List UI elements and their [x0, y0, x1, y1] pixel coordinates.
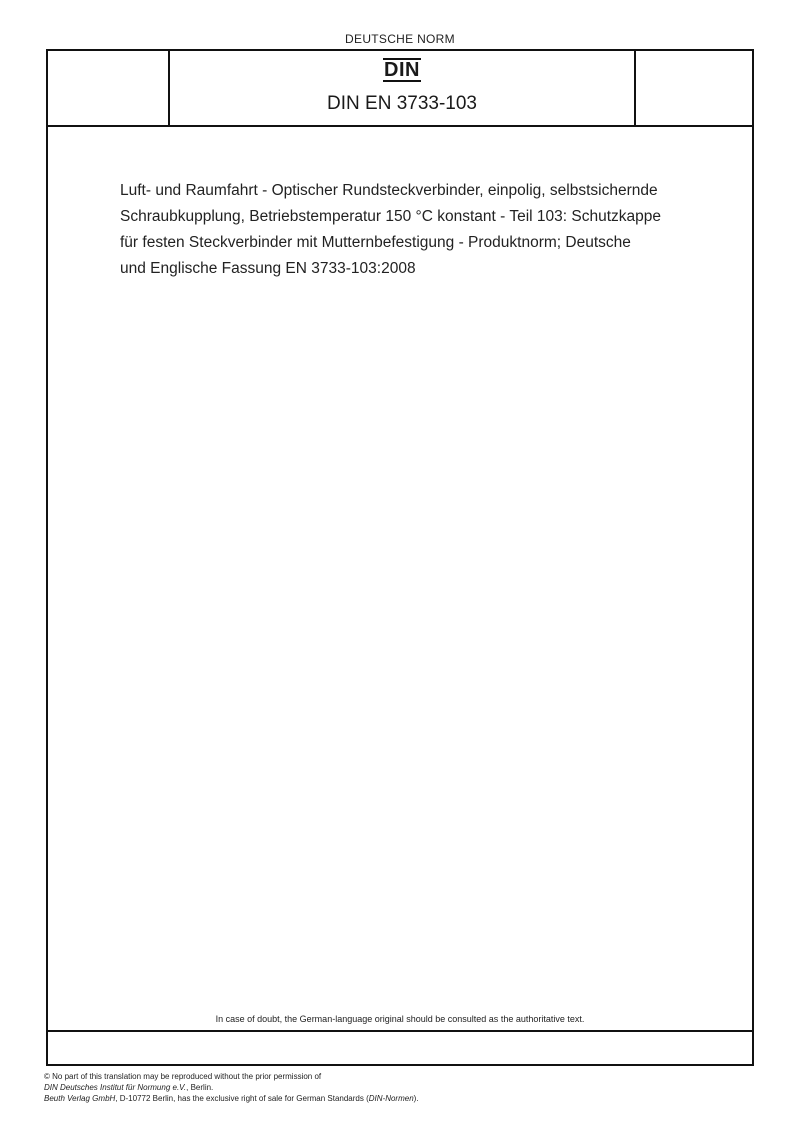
copyright-line-3 [44, 1093, 764, 1104]
document-type-label: DEUTSCHE NORM [345, 32, 455, 46]
copyright-line-1: © No part of this translation may be reproduced without the prior permission of [44, 1072, 322, 1081]
copyright-line-2-rest: , Berlin. [186, 1083, 214, 1092]
authoritative-text-note: In case of doubt, the German-language original should be consulted as the authoritative text. [215, 1014, 585, 1024]
din-normen-text: DIN-Normen [368, 1094, 414, 1103]
title-line: Luft- und Raumfahrt - Optischer Rundsteckverbinder, einpolig, selbstsichernde [120, 182, 658, 199]
document-title [120, 178, 720, 282]
copyright-footer [44, 1071, 764, 1104]
header-row [48, 51, 752, 127]
title-line: für festen Steckverbinder mit Mutternbefestigung - Produktnorm; Deutsche [120, 234, 631, 251]
header-left-cell [48, 51, 170, 125]
din-logo [170, 58, 634, 82]
copyright-line-2 [44, 1082, 764, 1093]
document-number: DIN EN 3733-103 [327, 93, 477, 114]
copyright-line-3-end: ). [413, 1094, 419, 1103]
header-right-cell [636, 51, 752, 125]
bottom-divider [48, 1030, 752, 1032]
copyright-line-3-mid: , D-10772 Berlin, has the exclusive right of sale for German Standards ( [115, 1094, 369, 1103]
title-line: Schraubkupplung, Betriebstemperatur 150 °C konstant - Teil 103: Schutzkappe [120, 208, 661, 225]
header-center-cell [170, 51, 636, 125]
page-frame [46, 49, 754, 1066]
din-institute-name: DIN Deutsches Institut für Normung e.V. [44, 1083, 187, 1092]
title-line: und Englische Fassung EN 3733-103:2008 [120, 260, 416, 277]
din-logo-text: DIN [384, 59, 420, 81]
publisher-name: Beuth Verlag GmbH [44, 1094, 116, 1103]
